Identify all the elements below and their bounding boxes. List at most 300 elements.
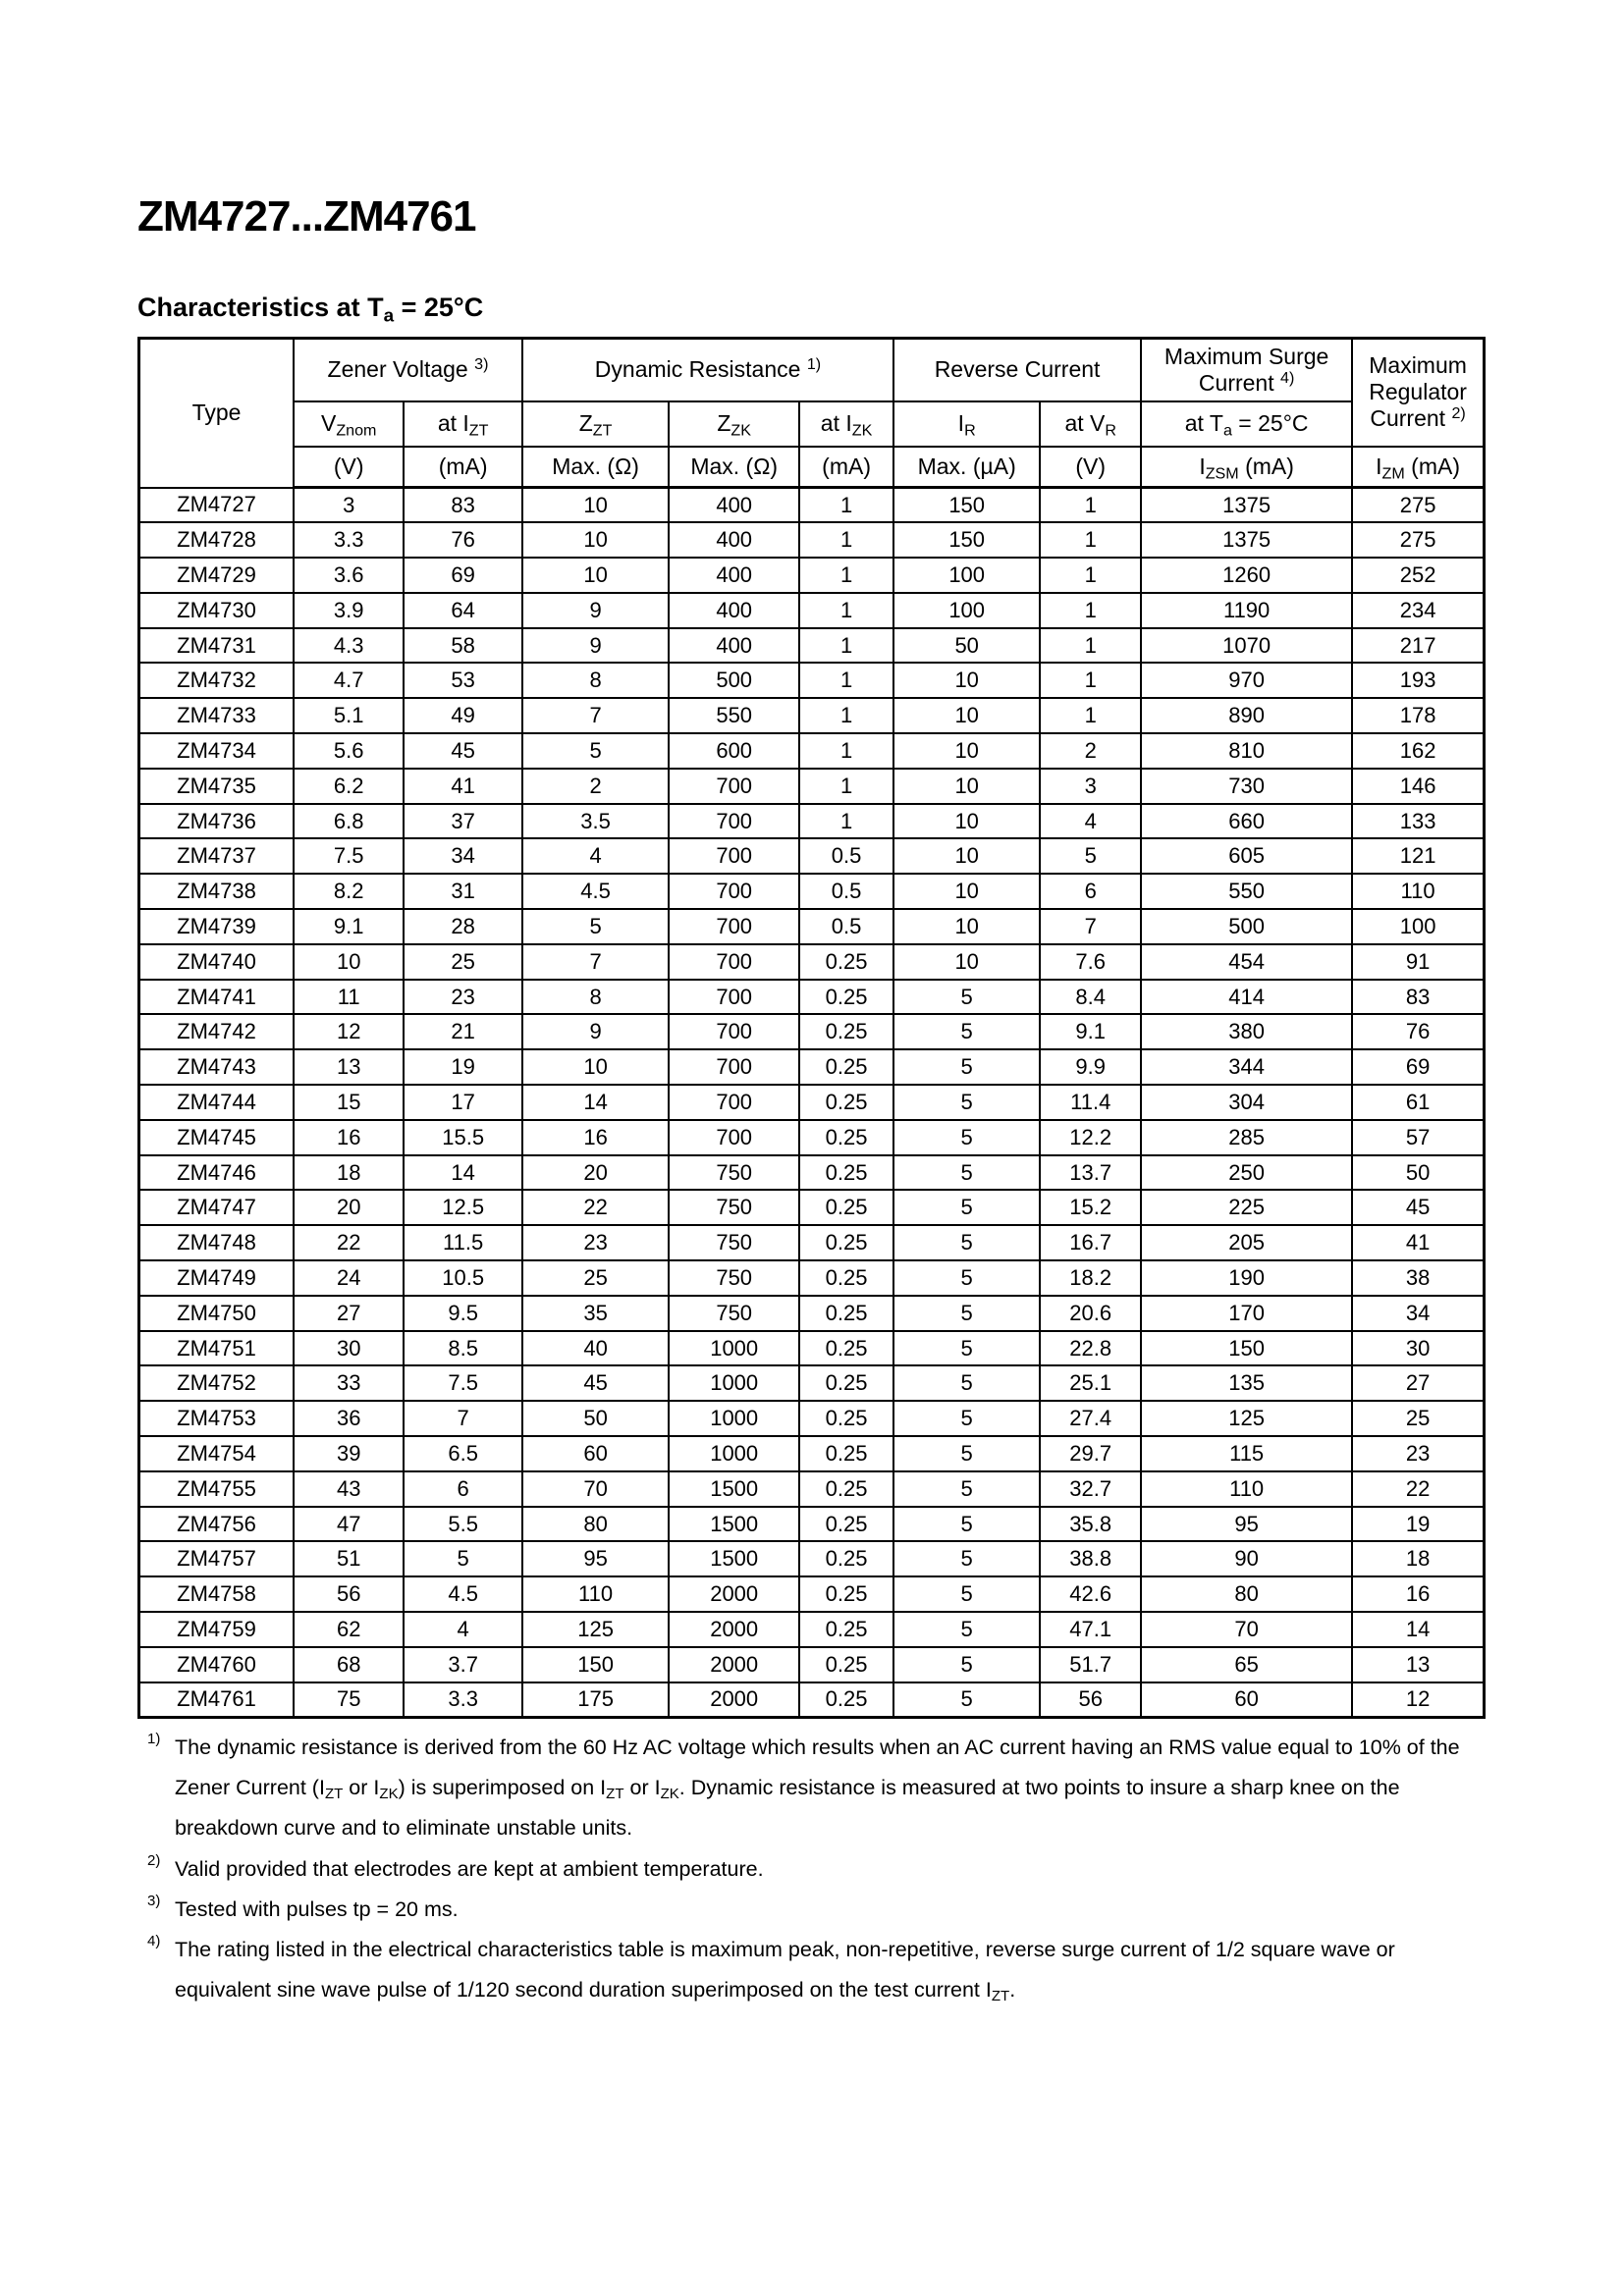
value-cell: 5 xyxy=(893,1436,1040,1471)
table-row xyxy=(139,698,1485,733)
value-cell: 121 xyxy=(1352,838,1484,874)
value-cell: 25.1 xyxy=(1040,1365,1141,1401)
value-cell: 500 xyxy=(669,663,799,698)
value-cell: 62 xyxy=(294,1612,404,1647)
value-cell: 10 xyxy=(893,733,1040,769)
page-title: ZM4727...ZM4761 xyxy=(137,192,476,240)
value-cell: 605 xyxy=(1141,838,1352,874)
footnote-4 xyxy=(137,1930,1486,2011)
value-cell: 700 xyxy=(669,944,799,980)
col-group-reverse-current: Reverse Current xyxy=(893,339,1141,401)
value-cell: 5 xyxy=(893,1331,1040,1366)
value-cell: 304 xyxy=(1141,1085,1352,1120)
col-group-max-surge-current: Maximum Surge Current $^{4)}$ xyxy=(1141,339,1352,401)
value-cell: 750 xyxy=(669,1260,799,1296)
table-row xyxy=(139,804,1485,839)
col-header-ir: $I_R$ xyxy=(893,401,1040,447)
value-cell: 28 xyxy=(404,909,522,944)
value-cell: 400 xyxy=(669,593,799,628)
value-cell: 10 xyxy=(522,558,669,593)
section-subtitle: Characteristics at $T_a = 25^\circ C$ xyxy=(137,293,484,327)
value-cell: 22.8 xyxy=(1040,1331,1141,1366)
value-cell: 660 xyxy=(1141,804,1352,839)
value-cell: 14 xyxy=(1352,1612,1484,1647)
table-row xyxy=(139,663,1485,698)
value-cell: 700 xyxy=(669,1120,799,1155)
value-cell: 5 xyxy=(893,1682,1040,1718)
value-cell: 135 xyxy=(1141,1365,1352,1401)
value-cell: 3.3 xyxy=(294,522,404,558)
value-cell: 4.3 xyxy=(294,628,404,664)
table-row xyxy=(139,1049,1485,1085)
value-cell: 5 xyxy=(1040,838,1141,874)
value-cell: 2000 xyxy=(669,1647,799,1682)
unit-ir: Max. (µA) xyxy=(893,447,1040,488)
value-cell: 4 xyxy=(404,1612,522,1647)
value-cell: 34 xyxy=(404,838,522,874)
value-cell: 22 xyxy=(1352,1471,1484,1507)
value-cell: 5 xyxy=(522,909,669,944)
table-row xyxy=(139,1120,1485,1155)
value-cell: 18 xyxy=(294,1155,404,1191)
value-cell: 1500 xyxy=(669,1471,799,1507)
value-cell: 750 xyxy=(669,1155,799,1191)
value-cell: 5.5 xyxy=(404,1507,522,1542)
value-cell: 5 xyxy=(893,1296,1040,1331)
value-cell: 10 xyxy=(893,909,1040,944)
value-cell: 750 xyxy=(669,1296,799,1331)
value-cell: 69 xyxy=(1352,1049,1484,1085)
value-cell: 37 xyxy=(404,804,522,839)
value-cell: 47 xyxy=(294,1507,404,1542)
value-cell: 0.25 xyxy=(799,1085,893,1120)
value-cell: 68 xyxy=(294,1647,404,1682)
value-cell: 0.25 xyxy=(799,1647,893,1682)
value-cell: 4.5 xyxy=(404,1576,522,1612)
value-cell: 95 xyxy=(1141,1507,1352,1542)
value-cell: 5 xyxy=(893,1260,1040,1296)
value-cell: 95 xyxy=(522,1541,669,1576)
value-cell: 17 xyxy=(404,1085,522,1120)
value-cell: 10 xyxy=(893,698,1040,733)
value-cell: 150 xyxy=(893,488,1040,523)
value-cell: 2000 xyxy=(669,1612,799,1647)
value-cell: 10 xyxy=(893,944,1040,980)
value-cell: 24 xyxy=(294,1260,404,1296)
value-cell: 1375 xyxy=(1141,488,1352,523)
value-cell: 175 xyxy=(522,1682,669,1718)
value-cell: 1 xyxy=(1040,698,1141,733)
value-cell: 23 xyxy=(1352,1436,1484,1471)
value-cell: 56 xyxy=(294,1576,404,1612)
value-cell: 57 xyxy=(1352,1120,1484,1155)
table-row xyxy=(139,1471,1485,1507)
value-cell: 20 xyxy=(294,1190,404,1225)
value-cell: 39 xyxy=(294,1436,404,1471)
value-cell: 80 xyxy=(522,1507,669,1542)
table-row xyxy=(139,593,1485,628)
value-cell: 250 xyxy=(1141,1155,1352,1191)
table-body xyxy=(139,488,1485,1718)
value-cell: 150 xyxy=(1141,1331,1352,1366)
value-cell: 32.7 xyxy=(1040,1471,1141,1507)
value-cell: 1 xyxy=(799,804,893,839)
type-cell: ZM4738 xyxy=(139,874,295,909)
header-unit-row xyxy=(139,447,1485,488)
col-group-zener-voltage: Zener Voltage $^{3)}$ xyxy=(294,339,522,401)
value-cell: 8 xyxy=(522,663,669,698)
value-cell: 1 xyxy=(799,522,893,558)
table-row xyxy=(139,1647,1485,1682)
table-row xyxy=(139,1085,1485,1120)
col-header-at-vr: at $V_R$ xyxy=(1040,401,1141,447)
value-cell: 70 xyxy=(1141,1612,1352,1647)
value-cell: 43 xyxy=(294,1471,404,1507)
value-cell: 5 xyxy=(893,1014,1040,1049)
value-cell: 150 xyxy=(893,522,1040,558)
type-cell: ZM4746 xyxy=(139,1155,295,1191)
value-cell: 5 xyxy=(893,1190,1040,1225)
value-cell: 15.2 xyxy=(1040,1190,1141,1225)
value-cell: 13.7 xyxy=(1040,1155,1141,1191)
value-cell: 9 xyxy=(522,1014,669,1049)
value-cell: 5 xyxy=(893,1120,1040,1155)
value-cell: 1000 xyxy=(669,1436,799,1471)
value-cell: 1000 xyxy=(669,1365,799,1401)
datasheet-page xyxy=(137,192,1486,2011)
value-cell: 10 xyxy=(522,488,669,523)
value-cell: 23 xyxy=(522,1225,669,1260)
value-cell: 0.5 xyxy=(799,909,893,944)
value-cell: 36 xyxy=(294,1401,404,1436)
type-cell: ZM4761 xyxy=(139,1682,295,1718)
value-cell: 1070 xyxy=(1141,628,1352,664)
table-row xyxy=(139,1014,1485,1049)
value-cell: 550 xyxy=(1141,874,1352,909)
table-row xyxy=(139,909,1485,944)
type-cell: ZM4755 xyxy=(139,1471,295,1507)
value-cell: 400 xyxy=(669,522,799,558)
type-cell: ZM4756 xyxy=(139,1507,295,1542)
value-cell: 0.5 xyxy=(799,838,893,874)
unit-izm: $I_{ZM}$ (mA) xyxy=(1352,447,1484,488)
value-cell: 700 xyxy=(669,1014,799,1049)
value-cell: 19 xyxy=(1352,1507,1484,1542)
value-cell: 9 xyxy=(522,628,669,664)
unit-at-izt: (mA) xyxy=(404,447,522,488)
value-cell: 810 xyxy=(1141,733,1352,769)
value-cell: 80 xyxy=(1141,1576,1352,1612)
value-cell: 2 xyxy=(1040,733,1141,769)
type-cell: ZM4733 xyxy=(139,698,295,733)
value-cell: 60 xyxy=(1141,1682,1352,1718)
value-cell: 1000 xyxy=(669,1401,799,1436)
value-cell: 400 xyxy=(669,558,799,593)
type-cell: ZM4760 xyxy=(139,1647,295,1682)
table-row xyxy=(139,1401,1485,1436)
value-cell: 454 xyxy=(1141,944,1352,980)
table-row xyxy=(139,733,1485,769)
type-cell: ZM4737 xyxy=(139,838,295,874)
value-cell: 41 xyxy=(1352,1225,1484,1260)
value-cell: 38 xyxy=(1352,1260,1484,1296)
value-cell: 0.25 xyxy=(799,1260,893,1296)
value-cell: 64 xyxy=(404,593,522,628)
value-cell: 7.5 xyxy=(294,838,404,874)
value-cell: 76 xyxy=(1352,1014,1484,1049)
value-cell: 1 xyxy=(799,593,893,628)
value-cell: 9.1 xyxy=(1040,1014,1141,1049)
table-row xyxy=(139,1576,1485,1612)
value-cell: 0.25 xyxy=(799,944,893,980)
table-header xyxy=(139,339,1485,488)
value-cell: 275 xyxy=(1352,522,1484,558)
type-cell: ZM4748 xyxy=(139,1225,295,1260)
value-cell: 47.1 xyxy=(1040,1612,1141,1647)
value-cell: 5 xyxy=(893,1155,1040,1191)
value-cell: 2 xyxy=(522,769,669,804)
value-cell: 5 xyxy=(893,1541,1040,1576)
value-cell: 16 xyxy=(1352,1576,1484,1612)
value-cell: 0.25 xyxy=(799,1541,893,1576)
type-cell: ZM4759 xyxy=(139,1612,295,1647)
value-cell: 76 xyxy=(404,522,522,558)
table-row xyxy=(139,1331,1485,1366)
value-cell: 5 xyxy=(893,1612,1040,1647)
value-cell: 60 xyxy=(522,1436,669,1471)
value-cell: 45 xyxy=(522,1365,669,1401)
value-cell: 0.5 xyxy=(799,874,893,909)
type-cell: ZM4731 xyxy=(139,628,295,664)
value-cell: 11 xyxy=(294,980,404,1015)
value-cell: 16.7 xyxy=(1040,1225,1141,1260)
value-cell: 7 xyxy=(1040,909,1141,944)
value-cell: 890 xyxy=(1141,698,1352,733)
table-row xyxy=(139,1612,1485,1647)
type-cell: ZM4735 xyxy=(139,769,295,804)
value-cell: 11.5 xyxy=(404,1225,522,1260)
value-cell: 25 xyxy=(1352,1401,1484,1436)
value-cell: 20 xyxy=(522,1155,669,1191)
value-cell: 10 xyxy=(893,874,1040,909)
value-cell: 40 xyxy=(522,1331,669,1366)
value-cell: 10 xyxy=(893,769,1040,804)
type-cell: ZM4750 xyxy=(139,1296,295,1331)
value-cell: 5 xyxy=(893,980,1040,1015)
value-cell: 730 xyxy=(1141,769,1352,804)
value-cell: 90 xyxy=(1141,1541,1352,1576)
value-cell: 70 xyxy=(522,1471,669,1507)
type-cell: ZM4749 xyxy=(139,1260,295,1296)
value-cell: 6 xyxy=(1040,874,1141,909)
unit-at-izk: (mA) xyxy=(799,447,893,488)
value-cell: 1 xyxy=(1040,663,1141,698)
value-cell: 5 xyxy=(893,1576,1040,1612)
value-cell: 700 xyxy=(669,769,799,804)
col-header-at-izk: at $I_{ZK}$ xyxy=(799,401,893,447)
value-cell: 115 xyxy=(1141,1436,1352,1471)
value-cell: 1 xyxy=(1040,488,1141,523)
value-cell: 750 xyxy=(669,1190,799,1225)
footnote-2-marker: 2) xyxy=(147,1851,161,1869)
value-cell: 27.4 xyxy=(1040,1401,1141,1436)
value-cell: 205 xyxy=(1141,1225,1352,1260)
type-cell: ZM4727 xyxy=(139,488,295,523)
value-cell: 0.25 xyxy=(799,1471,893,1507)
table-row xyxy=(139,980,1485,1015)
value-cell: 380 xyxy=(1141,1014,1352,1049)
value-cell: 12 xyxy=(294,1014,404,1049)
footnote-1 xyxy=(137,1728,1486,1849)
value-cell: 110 xyxy=(1352,874,1484,909)
table-row xyxy=(139,769,1485,804)
value-cell: 400 xyxy=(669,628,799,664)
value-cell: 65 xyxy=(1141,1647,1352,1682)
value-cell: 100 xyxy=(1352,909,1484,944)
unit-zzt: Max. (Ω) xyxy=(522,447,669,488)
value-cell: 178 xyxy=(1352,698,1484,733)
value-cell: 1 xyxy=(799,769,893,804)
value-cell: 69 xyxy=(404,558,522,593)
value-cell: 0.25 xyxy=(799,1296,893,1331)
value-cell: 27 xyxy=(294,1296,404,1331)
value-cell: 1 xyxy=(799,698,893,733)
value-cell: 700 xyxy=(669,980,799,1015)
table-row xyxy=(139,522,1485,558)
value-cell: 150 xyxy=(522,1647,669,1682)
value-cell: 50 xyxy=(522,1401,669,1436)
value-cell: 12 xyxy=(1352,1682,1484,1718)
value-cell: 38.8 xyxy=(1040,1541,1141,1576)
type-cell: ZM4752 xyxy=(139,1365,295,1401)
value-cell: 146 xyxy=(1352,769,1484,804)
footnote-1-marker: 1) xyxy=(147,1730,161,1747)
value-cell: 193 xyxy=(1352,663,1484,698)
footnote-2 xyxy=(137,1849,1486,1890)
footnote-1-text: The dynamic resistance is derived from the 60 Hz AC voltage which results when an AC current having an RMS value equal to 10% of the Zener Current ($I_{ZT}$ or $I_{ZK}$) is superimposed on $I_{ZT}$ or $I_{ZK}$. Dynamic resistance is measured at two points to insure a sharp knee on the breakdown curve and to eliminate unstable units. xyxy=(175,1735,1460,1841)
col-header-vznom: $V_{Znom}$ xyxy=(294,401,404,447)
value-cell: 13 xyxy=(294,1049,404,1085)
value-cell: 750 xyxy=(669,1225,799,1260)
value-cell: 1 xyxy=(1040,522,1141,558)
value-cell: 0.25 xyxy=(799,1190,893,1225)
value-cell: 414 xyxy=(1141,980,1352,1015)
value-cell: 700 xyxy=(669,1049,799,1085)
value-cell: 125 xyxy=(1141,1401,1352,1436)
value-cell: 56 xyxy=(1040,1682,1141,1718)
value-cell: 1 xyxy=(799,488,893,523)
value-cell: 970 xyxy=(1141,663,1352,698)
value-cell: 19 xyxy=(404,1049,522,1085)
value-cell: 53 xyxy=(404,663,522,698)
value-cell: 29.7 xyxy=(1040,1436,1141,1471)
value-cell: 61 xyxy=(1352,1085,1484,1120)
type-cell: ZM4745 xyxy=(139,1120,295,1155)
value-cell: 344 xyxy=(1141,1049,1352,1085)
type-cell: ZM4728 xyxy=(139,522,295,558)
type-cell: ZM4744 xyxy=(139,1085,295,1120)
value-cell: 0.25 xyxy=(799,1155,893,1191)
col-header-type: Type xyxy=(139,339,295,488)
type-cell: ZM4747 xyxy=(139,1190,295,1225)
value-cell: 31 xyxy=(404,874,522,909)
type-cell: ZM4740 xyxy=(139,944,295,980)
value-cell: 33 xyxy=(294,1365,404,1401)
value-cell: 133 xyxy=(1352,804,1484,839)
type-cell: ZM4736 xyxy=(139,804,295,839)
value-cell: 550 xyxy=(669,698,799,733)
unit-zzk: Max. (Ω) xyxy=(669,447,799,488)
value-cell: 22 xyxy=(294,1225,404,1260)
value-cell: 10 xyxy=(893,838,1040,874)
value-cell: 7 xyxy=(522,698,669,733)
value-cell: 5 xyxy=(893,1401,1040,1436)
value-cell: 700 xyxy=(669,909,799,944)
value-cell: 15.5 xyxy=(404,1120,522,1155)
table-row xyxy=(139,944,1485,980)
value-cell: 21 xyxy=(404,1014,522,1049)
value-cell: 5 xyxy=(893,1647,1040,1682)
value-cell: 1 xyxy=(799,558,893,593)
value-cell: 8.4 xyxy=(1040,980,1141,1015)
table-row xyxy=(139,874,1485,909)
value-cell: 0.25 xyxy=(799,1612,893,1647)
value-cell: 7.6 xyxy=(1040,944,1141,980)
type-cell: ZM4758 xyxy=(139,1576,295,1612)
value-cell: 50 xyxy=(1352,1155,1484,1191)
value-cell: 0.25 xyxy=(799,1331,893,1366)
value-cell: 25 xyxy=(404,944,522,980)
value-cell: 0.25 xyxy=(799,1507,893,1542)
value-cell: 18 xyxy=(1352,1541,1484,1576)
value-cell: 5.6 xyxy=(294,733,404,769)
value-cell: 110 xyxy=(522,1576,669,1612)
col-group-max-regulator-current: Maximum Regulator Current $^{2)}$ xyxy=(1352,339,1484,447)
value-cell: 1000 xyxy=(669,1331,799,1366)
value-cell: 0.25 xyxy=(799,1014,893,1049)
col-header-at-izt: at $I_{ZT}$ xyxy=(404,401,522,447)
table-row xyxy=(139,1225,1485,1260)
col-header-at-ta-25c: at $T_a = 25^\circ C$ xyxy=(1141,401,1352,447)
value-cell: 50 xyxy=(893,628,1040,664)
value-cell: 6.8 xyxy=(294,804,404,839)
value-cell: 3.6 xyxy=(294,558,404,593)
value-cell: 10 xyxy=(522,1049,669,1085)
value-cell: 25 xyxy=(522,1260,669,1296)
value-cell: 700 xyxy=(669,1085,799,1120)
value-cell: 190 xyxy=(1141,1260,1352,1296)
value-cell: 49 xyxy=(404,698,522,733)
value-cell: 6.5 xyxy=(404,1436,522,1471)
type-cell: ZM4751 xyxy=(139,1331,295,1366)
value-cell: 41 xyxy=(404,769,522,804)
value-cell: 12.2 xyxy=(1040,1120,1141,1155)
value-cell: 1 xyxy=(1040,628,1141,664)
value-cell: 162 xyxy=(1352,733,1484,769)
value-cell: 9.1 xyxy=(294,909,404,944)
value-cell: 1260 xyxy=(1141,558,1352,593)
table-row xyxy=(139,1507,1485,1542)
type-cell: ZM4743 xyxy=(139,1049,295,1085)
value-cell: 35.8 xyxy=(1040,1507,1141,1542)
value-cell: 51 xyxy=(294,1541,404,1576)
value-cell: 58 xyxy=(404,628,522,664)
unit-vznom: (V) xyxy=(294,447,404,488)
table-row xyxy=(139,1436,1485,1471)
footnote-3-marker: 3) xyxy=(147,1892,161,1909)
value-cell: 400 xyxy=(669,488,799,523)
type-cell: ZM4742 xyxy=(139,1014,295,1049)
